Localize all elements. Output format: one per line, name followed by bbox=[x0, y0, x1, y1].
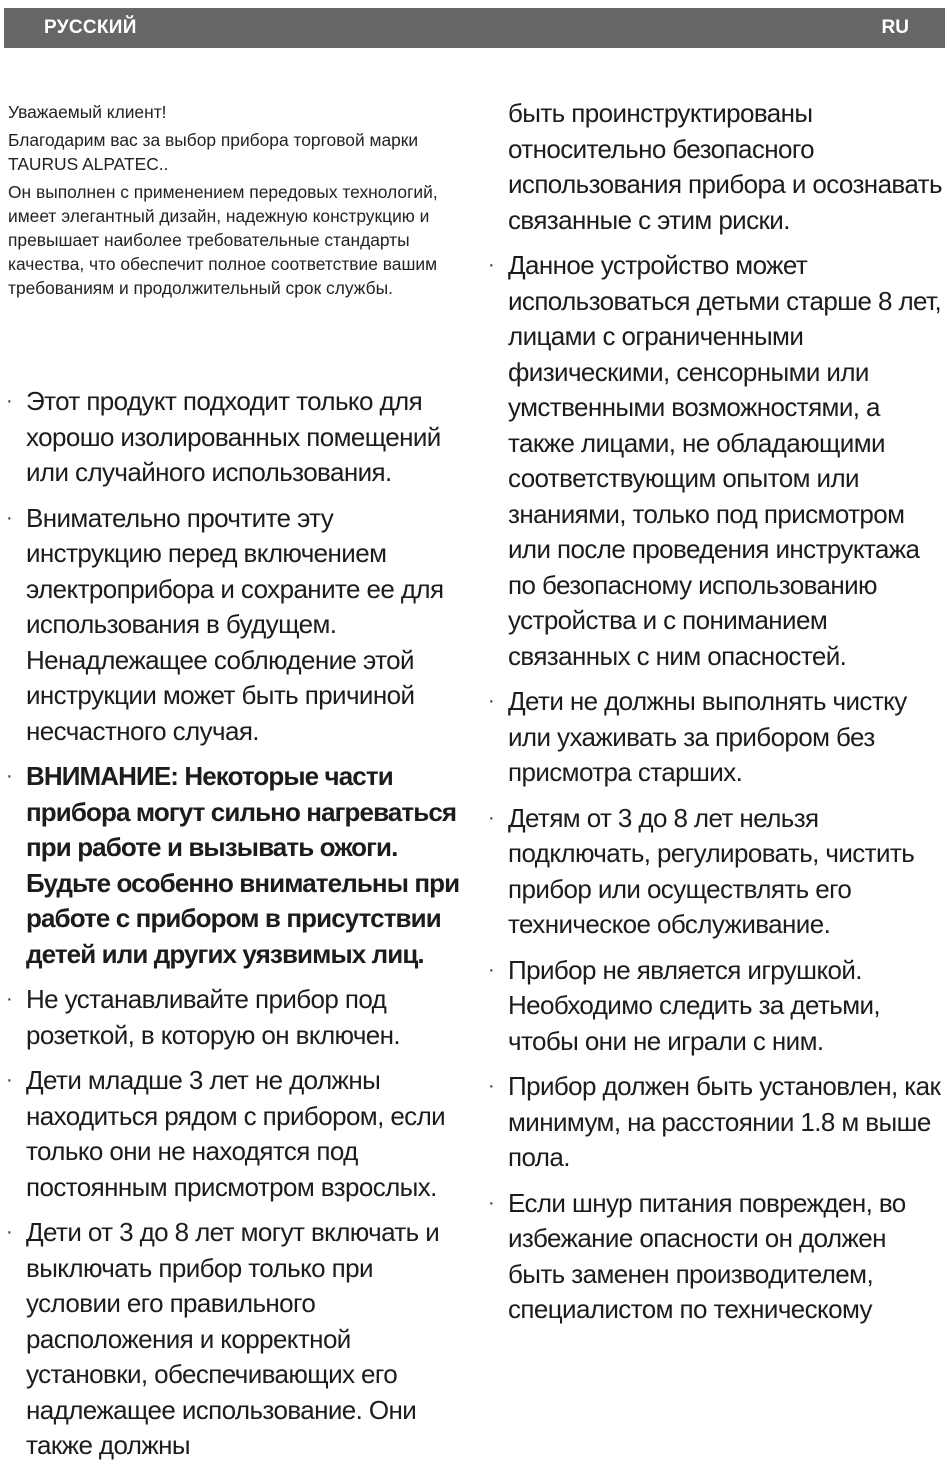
bullet-dot: · bbox=[488, 958, 495, 981]
bullet-dot: · bbox=[6, 765, 13, 787]
bullet-dot: · bbox=[6, 1069, 13, 1091]
language-code: RU bbox=[881, 17, 909, 38]
safety-bullet bbox=[4, 1063, 469, 1205]
safety-bullet bbox=[486, 1186, 942, 1328]
safety-bullet bbox=[4, 501, 469, 750]
bullet-text: Детям от 3 до 8 лет нельзя подключать, регулировать, чистить прибор или осуществлять его техническое обслуживание. bbox=[508, 802, 915, 939]
bullet-text: Прибор не является игрушкой. Необходимо следить за детьми, чтобы они не играли с ним. bbox=[508, 954, 881, 1056]
bullet-dot: · bbox=[6, 390, 13, 412]
intro-section bbox=[8, 100, 468, 304]
right-column bbox=[486, 96, 942, 1338]
safety-bullet bbox=[486, 684, 942, 791]
safety-bullet bbox=[4, 982, 469, 1053]
continued-text: быть проинструктированы относительно безопасного использования прибора и осознавать связанные с этим риски. bbox=[508, 98, 942, 235]
bullet-dot: · bbox=[488, 690, 495, 712]
intro-description: Он выполнен с применением передовых технологий, имеет элегантный дизайн, надежную конструкцию и превышает наиболее требовательные стандарты качества, что обеспечит полное соответствие вашим требованиям и продолжительный срок службы. bbox=[8, 182, 438, 298]
bullet-dot: · bbox=[488, 1191, 495, 1214]
safety-bullet bbox=[486, 801, 942, 943]
safety-bullet bbox=[486, 248, 942, 674]
bullet-text: Дети младше 3 лет не должны находиться рядом с прибором, если только они не находятся под постоянным присмотром взрослых. bbox=[26, 1065, 446, 1202]
bullet-text: Не устанавливайте прибор под розеткой, в которую он включен. bbox=[26, 984, 401, 1050]
language-header-bar bbox=[4, 8, 945, 48]
safety-bullet bbox=[4, 1215, 469, 1464]
intro-thanks: Благодарим вас за выбор прибора торговой марки TAURUS ALPATEC.. bbox=[8, 130, 419, 174]
bullet-dot: · bbox=[6, 988, 13, 1010]
bullet-dot: · bbox=[488, 1075, 495, 1097]
intro-greeting: Уважаемый клиент! bbox=[8, 102, 167, 122]
left-column bbox=[4, 384, 469, 1474]
warning-bullet bbox=[4, 759, 469, 972]
safety-bullet bbox=[486, 1069, 942, 1176]
bullet-text: Прибор должен быть установлен, как минимум, на расстоянии 1.8 м выше пола. bbox=[508, 1071, 941, 1172]
bullet-dot: · bbox=[6, 506, 13, 529]
bullet-text: Дети от 3 до 8 лет могут включать и выключать прибор только при условии его правильного расположения и корректной установки, обеспечивающих его надлежащее использование. Они также должны bbox=[26, 1217, 440, 1460]
bullet-text: Данное устройство может использоваться детьми старше 8 лет, лицами с ограниченными физическими, сенсорными или умственными возможностями, а также лицами, не обладающими соответствующим опытом или знаниями, только под присмотром или после проведения инструктажа по безопасному использованию устройства и с пониманием связанных с ним опасностей. bbox=[508, 250, 942, 671]
bullet-text: Этот продукт подходит только для хорошо изолированных помещений или случайного использования. bbox=[26, 386, 441, 487]
bullet-text: Если шнур питания поврежден, во избежание опасности он должен быть заменен производителем, специалистом по техническому bbox=[508, 1187, 906, 1324]
safety-bullet bbox=[4, 384, 469, 491]
bullet-text: Внимательно прочтите эту инструкцию перед включением электроприбора и сохраните ее для использования в будущем. Ненадлежащее соблюдение этой инструкции может быть причиной несчастного случая. bbox=[26, 502, 444, 746]
safety-bullet bbox=[486, 953, 942, 1060]
bullet-dot: · bbox=[488, 806, 495, 829]
warning-text: ВНИМАНИЕ: Некоторые части прибора могут сильно нагреваться при работе и вызывать ожоги. Будьте особенно внимательны при работе с прибором в присутствии детей или других уязвимых лиц. bbox=[26, 761, 460, 969]
bullet-text: Дети не должны выполнять чистку или ухаживать за прибором без присмотра старших. bbox=[508, 686, 907, 787]
bullet-dot: · bbox=[6, 1221, 13, 1243]
language-label: РУССКИЙ bbox=[44, 17, 137, 38]
bullet-dot: · bbox=[488, 254, 495, 276]
